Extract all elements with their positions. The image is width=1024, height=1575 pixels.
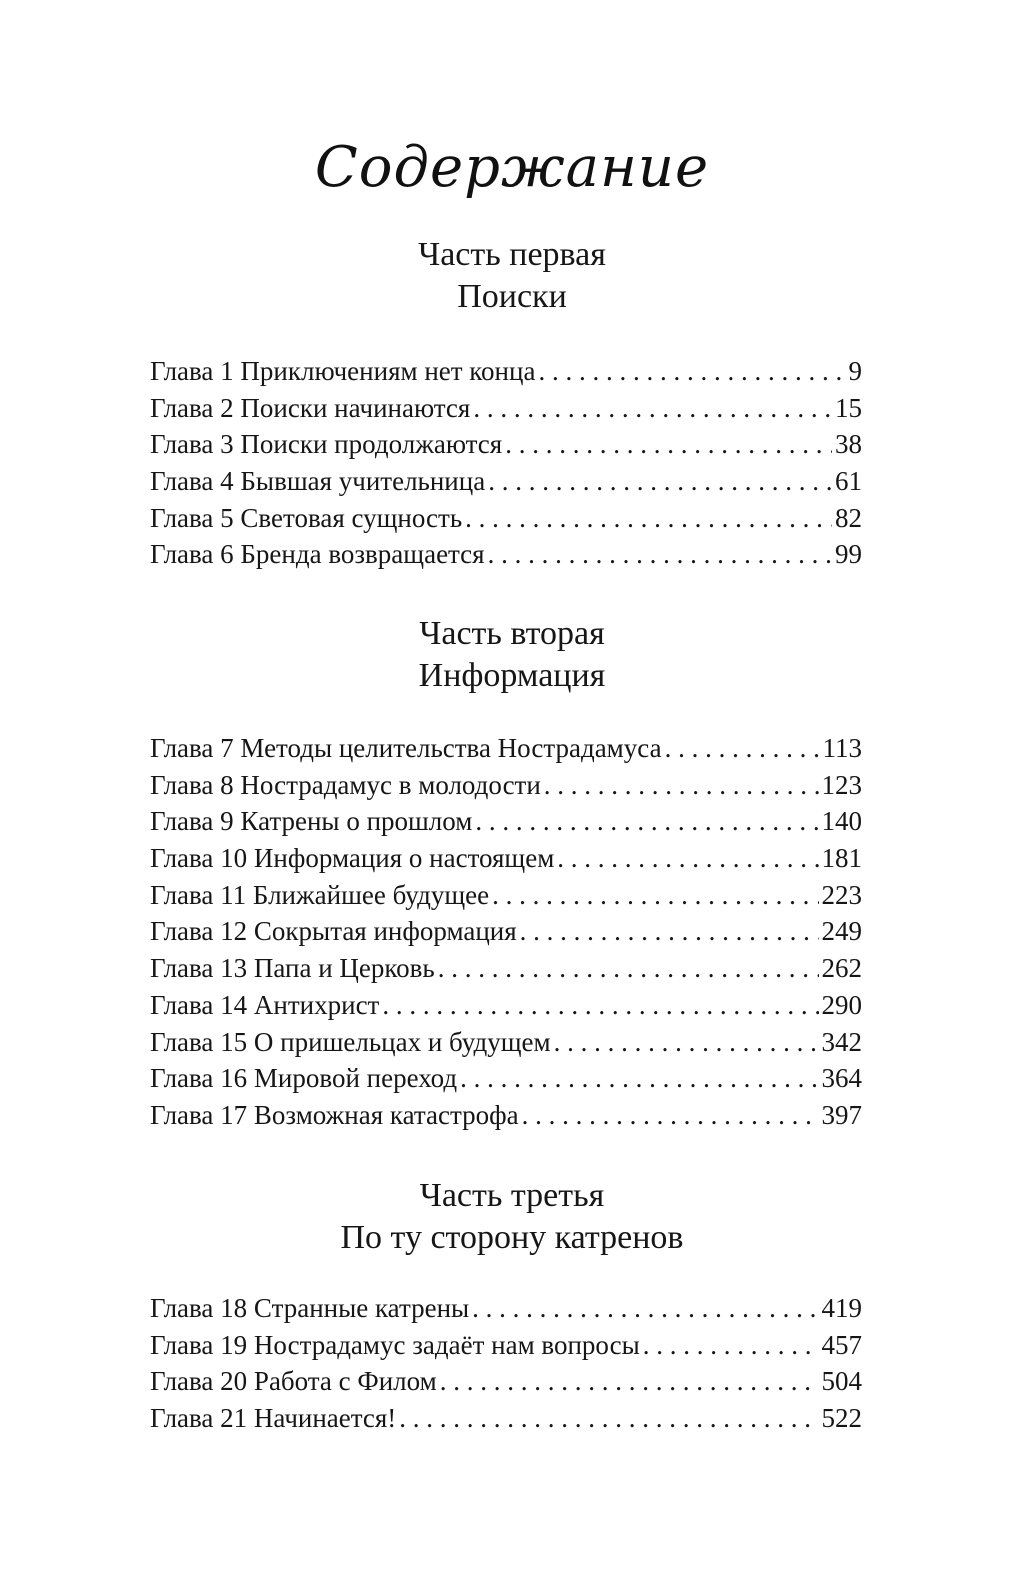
toc-entry[interactable] bbox=[150, 730, 862, 767]
chapter-number: Глава 17 bbox=[150, 1099, 248, 1130]
part-heading-3 bbox=[0, 1175, 1024, 1259]
chapter-heading bbox=[150, 1290, 469, 1327]
page-number: 419 bbox=[821, 1293, 862, 1323]
part-name: Поиски bbox=[457, 278, 567, 315]
chapter-title: Информация о настоящем bbox=[253, 843, 555, 874]
chapter-number: Глава 19 bbox=[150, 1329, 248, 1360]
toc-entry[interactable] bbox=[150, 1327, 862, 1364]
chapter-number: Глава 1 bbox=[150, 356, 234, 386]
chapter-number: Глава 8 bbox=[150, 769, 234, 800]
toc-entry[interactable] bbox=[150, 390, 862, 427]
toc-entry[interactable] bbox=[150, 840, 862, 877]
dot-leader bbox=[520, 913, 819, 950]
page-number: 113 bbox=[822, 733, 862, 763]
chapter-title: Бренда возвращается bbox=[240, 539, 485, 570]
dot-leader bbox=[475, 803, 818, 840]
chapter-heading bbox=[150, 536, 485, 573]
dot-leader bbox=[382, 987, 818, 1024]
page-number: 364 bbox=[821, 1063, 862, 1094]
chapter-title: Папа и Церковь bbox=[253, 953, 435, 984]
dot-leader bbox=[643, 1327, 819, 1364]
chapter-heading bbox=[150, 840, 554, 877]
chapter-heading bbox=[150, 500, 462, 537]
page-number: 262 bbox=[821, 953, 862, 984]
chapter-title: Поиски продолжаются bbox=[240, 429, 503, 460]
toc-entry[interactable] bbox=[150, 500, 862, 537]
page-number: 99 bbox=[835, 539, 862, 570]
chapter-number: Глава 5 bbox=[150, 502, 234, 533]
page-number: 9 bbox=[848, 356, 862, 386]
toc-list-part-3 bbox=[150, 1290, 862, 1437]
chapter-heading bbox=[150, 767, 541, 804]
page-number: 38 bbox=[835, 429, 862, 460]
chapter-number: Глава 18 bbox=[150, 1293, 248, 1323]
dot-leader bbox=[522, 1097, 819, 1134]
part-label: Часть третья bbox=[419, 1177, 605, 1214]
page-number: 140 bbox=[821, 806, 862, 837]
chapter-number: Глава 15 bbox=[150, 1026, 248, 1057]
toc-entry[interactable] bbox=[150, 1097, 862, 1134]
chapter-title: Нострадамус задаёт нам вопросы bbox=[253, 1329, 640, 1360]
part-name: Информация bbox=[418, 657, 606, 694]
chapter-title: Антихрист bbox=[253, 989, 380, 1020]
chapter-heading bbox=[150, 463, 485, 500]
chapter-title: Приключениям нет конца bbox=[240, 356, 536, 386]
chapter-heading bbox=[150, 426, 502, 463]
chapter-number: Глава 20 bbox=[150, 1366, 248, 1397]
chapter-title: Сокрытая информация bbox=[253, 916, 517, 947]
chapter-number: Глава 7 bbox=[150, 733, 234, 763]
chapter-title: Возможная катастрофа bbox=[253, 1099, 519, 1130]
chapter-heading bbox=[150, 1097, 519, 1134]
chapter-number: Глава 10 bbox=[150, 843, 248, 874]
dot-leader bbox=[472, 1290, 818, 1327]
chapter-title: Световая сущность bbox=[240, 502, 463, 533]
chapter-number: Глава 14 bbox=[150, 989, 248, 1020]
chapter-heading bbox=[150, 950, 435, 987]
toc-entry[interactable] bbox=[150, 1363, 862, 1400]
dot-leader bbox=[473, 390, 832, 427]
chapter-title: О пришельцах и будущем bbox=[253, 1026, 551, 1057]
dot-leader bbox=[488, 536, 832, 573]
chapter-number: Глава 2 bbox=[150, 392, 234, 423]
toc-entry[interactable] bbox=[150, 1400, 862, 1437]
chapter-heading bbox=[150, 913, 517, 950]
chapter-heading bbox=[150, 1060, 457, 1097]
toc-entry[interactable] bbox=[150, 913, 862, 950]
chapter-title: Катрены о прошлом bbox=[240, 806, 473, 837]
chapter-number: Глава 6 bbox=[150, 539, 234, 570]
page-number: 290 bbox=[821, 989, 862, 1020]
dot-leader bbox=[465, 500, 832, 537]
dot-leader bbox=[488, 463, 832, 500]
page-number: 249 bbox=[821, 916, 862, 947]
dot-leader bbox=[438, 950, 819, 987]
chapter-heading bbox=[150, 730, 662, 767]
dot-leader bbox=[492, 877, 818, 914]
toc-entry[interactable] bbox=[150, 426, 862, 463]
chapter-heading bbox=[150, 1024, 551, 1061]
part-heading-2 bbox=[0, 613, 1024, 697]
chapter-title: Странные катрены bbox=[253, 1293, 470, 1323]
page-number: 342 bbox=[821, 1026, 862, 1057]
chapter-heading bbox=[150, 1363, 437, 1400]
toc-list-part-2 bbox=[150, 730, 862, 1134]
page-number: 223 bbox=[821, 879, 862, 910]
toc-entry[interactable] bbox=[150, 1024, 862, 1061]
chapter-title: Ближайшее будущее bbox=[252, 879, 490, 910]
chapter-title: Методы целительства Нострадамуса bbox=[240, 733, 662, 763]
part-label: Часть первая bbox=[418, 236, 606, 273]
page-number: 504 bbox=[821, 1366, 862, 1397]
chapter-number: Глава 13 bbox=[150, 953, 248, 984]
part-name: По ту сторону катренов bbox=[340, 1219, 684, 1256]
chapter-number: Глава 4 bbox=[150, 466, 234, 497]
part-heading-1 bbox=[0, 234, 1024, 318]
chapter-number: Глава 16 bbox=[150, 1063, 248, 1094]
dot-leader bbox=[665, 730, 820, 767]
dot-leader bbox=[557, 840, 818, 877]
toc-entry[interactable] bbox=[150, 987, 862, 1024]
dot-leader bbox=[544, 767, 819, 804]
chapter-title: Бывшая учительница bbox=[240, 466, 486, 497]
page-number: 181 bbox=[821, 843, 862, 874]
dot-leader bbox=[399, 1400, 818, 1437]
page-number: 457 bbox=[821, 1329, 862, 1360]
dot-leader bbox=[554, 1024, 819, 1061]
dot-leader bbox=[538, 353, 845, 390]
toc-entry[interactable] bbox=[150, 536, 862, 573]
chapter-heading bbox=[150, 877, 489, 914]
toc-entry[interactable] bbox=[150, 803, 862, 840]
chapter-heading bbox=[150, 353, 535, 390]
toc-entry[interactable] bbox=[150, 353, 862, 390]
dot-leader bbox=[440, 1363, 819, 1400]
chapter-title: Мировой переход bbox=[253, 1063, 458, 1094]
page-number: 397 bbox=[821, 1099, 862, 1130]
toc-entry[interactable] bbox=[150, 1290, 862, 1327]
chapter-number: Глава 9 bbox=[150, 806, 234, 837]
toc-entry[interactable] bbox=[150, 877, 862, 914]
page-number: 15 bbox=[835, 392, 862, 423]
toc-entry[interactable] bbox=[150, 950, 862, 987]
page-title: Содержание bbox=[314, 135, 710, 200]
page-number: 82 bbox=[835, 502, 862, 533]
chapter-number: Глава 12 bbox=[150, 916, 248, 947]
chapter-heading bbox=[150, 390, 470, 427]
chapter-title: Поиски начинаются bbox=[240, 392, 471, 423]
toc-entry[interactable] bbox=[150, 463, 862, 500]
page-number: 61 bbox=[835, 466, 862, 497]
chapter-heading bbox=[150, 987, 379, 1024]
chapter-title: Работа с Филом bbox=[253, 1366, 437, 1397]
dot-leader bbox=[460, 1060, 818, 1097]
chapter-title: Начинается! bbox=[253, 1403, 397, 1434]
chapter-title: Нострадамус в молодости bbox=[240, 769, 541, 800]
chapter-heading bbox=[150, 803, 472, 840]
chapter-number: Глава 3 bbox=[150, 429, 234, 460]
part-label: Часть вторая bbox=[419, 615, 605, 652]
page-number: 522 bbox=[821, 1403, 862, 1434]
dot-leader bbox=[505, 426, 832, 463]
page-number: 123 bbox=[821, 769, 862, 800]
toc-list-part-1 bbox=[150, 353, 862, 573]
toc-entry[interactable] bbox=[150, 1060, 862, 1097]
chapter-number: Глава 21 bbox=[150, 1403, 248, 1434]
toc-entry[interactable] bbox=[150, 767, 862, 804]
chapter-heading bbox=[150, 1400, 396, 1437]
chapter-heading bbox=[150, 1327, 640, 1364]
chapter-number: Глава 11 bbox=[150, 879, 247, 910]
